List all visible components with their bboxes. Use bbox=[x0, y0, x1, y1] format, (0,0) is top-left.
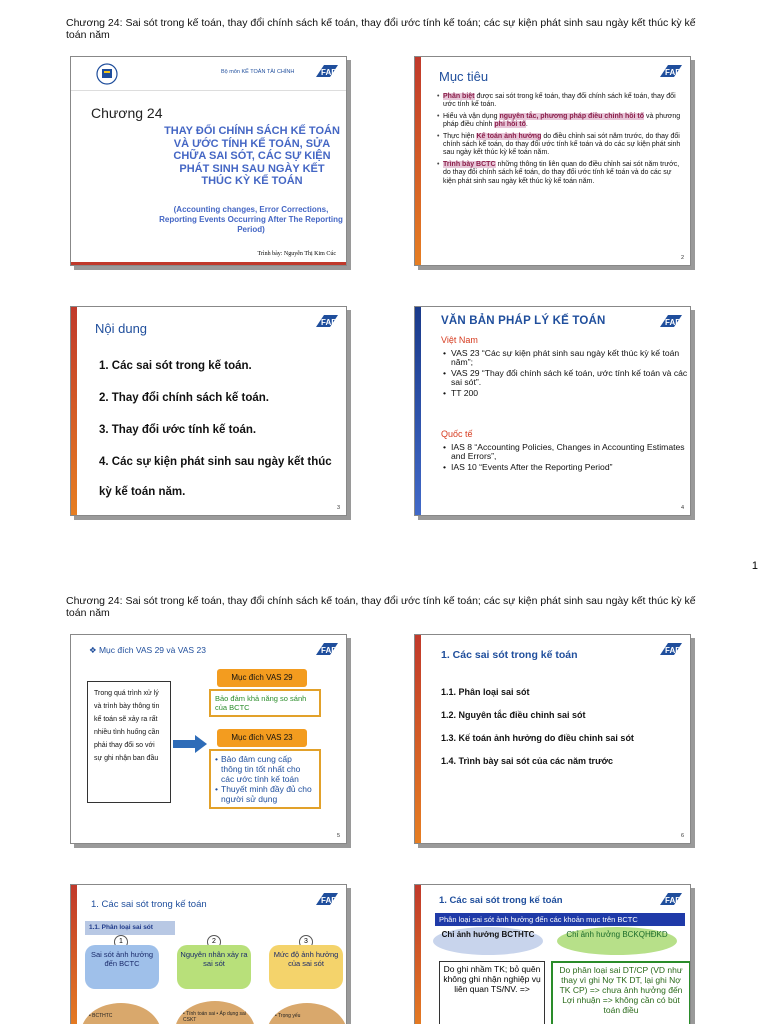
vas23-purpose-box bbox=[209, 749, 321, 809]
vas23-label: Mục đích VAS 23 bbox=[217, 729, 307, 747]
region-label-vietnam: Việt Nam bbox=[441, 335, 478, 345]
fad-logo-icon bbox=[658, 891, 684, 907]
accent-bar bbox=[71, 885, 77, 1024]
slide-title: ❖ Mục đích VAS 29 và VAS 23 bbox=[89, 645, 206, 655]
slide-7-error-classification[interactable] bbox=[70, 884, 347, 1024]
list-item: • Hiểu và vận dụng nguyên tắc, phương pháp điều chỉnh hồi tố và phương pháp điều chỉnh phi hồi tố. bbox=[437, 113, 685, 130]
fad-logo-icon bbox=[314, 641, 340, 657]
list-item: • Phân biệt được sai sót trong kế toán, thay đổi chính sách kế toán, thay đổi ước tính kế toán. bbox=[437, 93, 685, 110]
classification-card: Mức độ ảnh hưởng của sai sót bbox=[269, 945, 343, 989]
slide-title: Nội dung bbox=[95, 321, 148, 336]
slide-1-title[interactable] bbox=[70, 56, 347, 266]
list-item: • TT 200 bbox=[443, 389, 688, 398]
list-item: • VAS 23 “Các sự kiện phát sinh sau ngày kết thúc kỳ kế toán năm”; bbox=[443, 349, 688, 366]
classification-card: Sai sót ảnh hưởng đến BCTC bbox=[85, 945, 159, 989]
impact-box-bcthtc: Do ghi nhầm TK; bỏ quên không ghi nhận nghiệp vụ liên quan TS/NV. => bbox=[439, 961, 545, 1024]
objectives-list bbox=[437, 93, 685, 189]
svg-text:FAD: FAD bbox=[665, 646, 681, 655]
fad-logo-icon bbox=[314, 891, 340, 907]
context-box: Trong quá trình xử lý và trình bày thông tin kế toán sẽ xảy ra rất nhiều tình huống cần phải thay đổi so với sự ghi nhận ban đầu bbox=[87, 681, 171, 803]
slide-title: THAY ĐỔI CHÍNH SÁCH KẾ TOÁN VÀ ƯỚC TÍNH KẾ TOÁN, SỬA CHỮA SAI SÓT, CÁC SỰ KIỆN PHÁT SINH SAU NGÀY KẾT THÚC KỲ KẾ TOÁN bbox=[164, 125, 340, 187]
list-item: • IAS 8 “Accounting Policies, Changes in Accounting Estimates and Errors”, bbox=[443, 443, 688, 460]
detail-bubble: • Tính toán sai • Áp dụng sai CSKT bbox=[175, 1001, 255, 1024]
fad-logo-icon bbox=[658, 63, 684, 79]
list-item: • IAS 10 “Events After the Reporting Period” bbox=[443, 463, 688, 472]
fad-logo-icon bbox=[314, 313, 340, 329]
list-item: 3. Thay đổi ước tính kế toán. bbox=[99, 424, 257, 436]
vas29-label: Mục đích VAS 29 bbox=[217, 669, 307, 687]
svg-text:FAD: FAD bbox=[665, 68, 681, 77]
impact-box-bckqhdkd: Do phân loại sai DT/CP (VD như thay vì ghi Nợ TK DT, lại ghi Nợ TK CP) => chưa ảnh hưởng đến Lợi nhuận => không cần có bút toán điều bbox=[551, 961, 691, 1024]
fad-logo-icon bbox=[314, 63, 340, 79]
list-item: 2. Thay đổi chính sách kế toán. bbox=[99, 392, 269, 404]
chapter-label: Chương 24 bbox=[91, 105, 163, 121]
list-item: 1. Các sai sót trong kế toán. bbox=[99, 360, 252, 372]
slide-title: 1. Các sai sót trong kế toán bbox=[441, 649, 578, 661]
slide-4-legal-docs[interactable] bbox=[414, 306, 691, 516]
svg-text:FAD: FAD bbox=[321, 68, 337, 77]
category-oval-bckqhdkd: Chỉ ảnh hưởng BCKQHĐKD bbox=[557, 927, 677, 955]
detail-bubble: • BCTHTC bbox=[81, 1003, 161, 1024]
svg-text:FAD: FAD bbox=[321, 318, 337, 327]
department-label: Bộ môn KẾ TOÁN TÀI CHÍNH bbox=[221, 69, 295, 75]
accent-bar bbox=[71, 307, 77, 515]
slide-3-contents[interactable] bbox=[70, 306, 347, 516]
page-number: 1 bbox=[751, 560, 758, 572]
outline-list bbox=[441, 687, 681, 779]
slide-title: 1. Các sai sót trong kế toán bbox=[91, 899, 207, 910]
page-header-bottom: Chương 24: Sai sót trong kế toán, thay đổi chính sách kế toán, thay đổi ước tính kế toán; các sự kiện phát sinh sau ngày kết thúc kỳ kế toán năm bbox=[66, 595, 696, 619]
vn-standards-list bbox=[443, 349, 688, 401]
list-item: • Thuyết minh đầy đủ cho người sử dụng bbox=[215, 784, 315, 804]
list-item: • VAS 29 “Thay đổi chính sách kế toán, ước tính kế toán và các sai sót”. bbox=[443, 369, 688, 386]
author-label: Trình bày: Nguyễn Thị Kim Cúc bbox=[257, 251, 336, 257]
slide-title: Mục tiêu bbox=[439, 69, 489, 84]
accent-bar bbox=[415, 57, 421, 265]
slide-2-objectives[interactable] bbox=[414, 56, 691, 266]
list-item: 1.1. Phân loại sai sót bbox=[441, 687, 530, 697]
classification-card: Nguyên nhân xảy ra sai sót bbox=[177, 945, 251, 989]
slide-number: 6 bbox=[680, 833, 684, 839]
accent-bar bbox=[415, 307, 421, 515]
svg-text:FAD: FAD bbox=[665, 318, 681, 327]
page-header-top: Chương 24: Sai sót trong kế toán, thay đổi chính sách kế toán, thay đổi ước tính kế toán; các sự kiện phát sinh sau ngày kết thúc kỳ kế toán năm bbox=[66, 17, 696, 41]
slide-title: 1. Các sai sót trong kế toán bbox=[439, 895, 563, 906]
slide-number: 3 bbox=[336, 505, 340, 511]
svg-text:FAD: FAD bbox=[665, 896, 681, 905]
category-oval-bcthtc: Chỉ ảnh hưởng BCTHTC bbox=[433, 927, 543, 955]
region-label-international: Quốc tế bbox=[441, 429, 473, 439]
intl-standards-list bbox=[443, 443, 688, 475]
step-badge: 1 bbox=[114, 935, 128, 949]
fad-logo-icon bbox=[658, 313, 684, 329]
svg-text:FAD: FAD bbox=[321, 646, 337, 655]
slide-6-errors-outline[interactable] bbox=[414, 634, 691, 844]
section-ribbon: Phân loại sai sót ảnh hưởng đến các khoản mục trên BCTC bbox=[435, 913, 685, 926]
detail-bubble: • Trọng yếu bbox=[267, 1003, 347, 1024]
section-tag: 1.1. Phân loại sai sót bbox=[85, 921, 175, 935]
list-item: • Thực hiện Kế toán ảnh hưởng do điều chỉnh sai sót năm trước, do thay đổi chính sách kế toán, do thay đổi ước tính kế toán và do các sự kiện phát sinh sau ngày kết thúc kỳ kế toán năm. bbox=[437, 133, 685, 158]
list-item: • Bảo đảm cung cấp thông tin tốt nhất cho các ước tính kế toán bbox=[215, 754, 315, 784]
slide-subtitle: (Accounting changes, Error Corrections, Reporting Events Occurring After The Reporting Period) bbox=[159, 205, 343, 234]
slide-number: 5 bbox=[336, 833, 340, 839]
list-item: 4. Các sự kiện phát sinh sau ngày kết thúc kỳ kế toán năm. bbox=[99, 456, 332, 498]
slide-title: VĂN BẢN PHÁP LÝ KẾ TOÁN bbox=[441, 315, 606, 327]
contents-list bbox=[99, 351, 339, 516]
university-emblem-icon bbox=[95, 63, 119, 85]
list-item: 1.4. Trình bày sai sót của các năm trước bbox=[441, 756, 613, 766]
accent-bar bbox=[415, 885, 421, 1024]
arrow-right-icon bbox=[173, 735, 207, 753]
step-badge: 2 bbox=[207, 935, 221, 949]
fad-logo-icon bbox=[658, 641, 684, 657]
slide-number: 4 bbox=[680, 505, 684, 511]
slide-5-vas-purpose[interactable] bbox=[70, 634, 347, 844]
list-item: 1.3. Kế toán ảnh hưởng do điều chỉnh sai sót bbox=[441, 733, 634, 743]
accent-bar bbox=[415, 635, 421, 843]
svg-text:FAD: FAD bbox=[321, 896, 337, 905]
vas29-purpose-box: Bảo đảm khả năng so sánh của BCTC bbox=[209, 689, 321, 717]
bottom-accent-bar bbox=[71, 262, 346, 265]
step-badge: 3 bbox=[299, 935, 313, 949]
slide-number: 2 bbox=[680, 255, 684, 261]
list-item: • Trình bày BCTC những thông tin liên quan do điều chỉnh sai sót năm trước, do thay đổi chính sách kế toán, do thay đổi ước tính kế toán và do các sự kiện phát sinh sau ngày kết thúc kỳ kế toán năm. bbox=[437, 161, 685, 186]
slide-8-error-impact[interactable] bbox=[414, 884, 691, 1024]
list-item: 1.2. Nguyên tắc điều chỉnh sai sót bbox=[441, 710, 586, 720]
